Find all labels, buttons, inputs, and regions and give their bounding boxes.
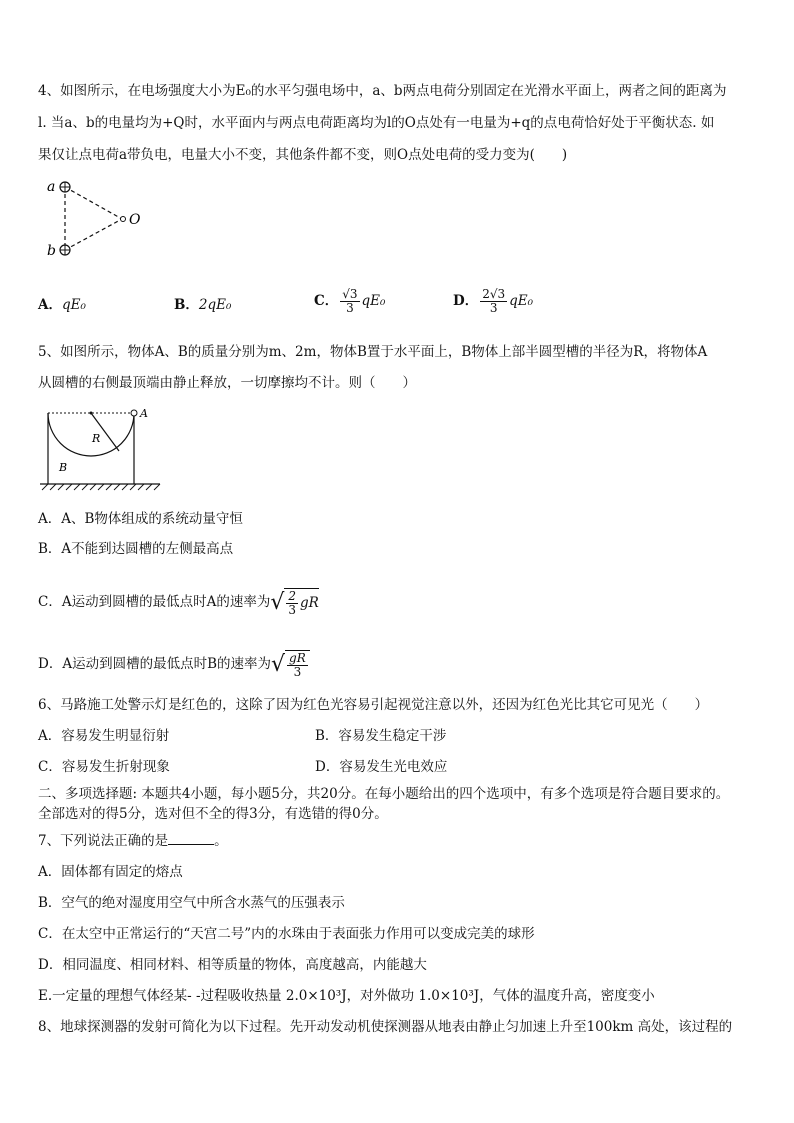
q7-option-d: D．相同温度、相同材料、相等质量的物体，高度越高，内能越大	[38, 957, 427, 973]
q6-option-b: B．容易发生稳定干涉	[315, 728, 447, 744]
q5-option-b: B．A不能到达圆槽的左侧最高点	[38, 541, 234, 557]
q5-fig-label-a: A	[140, 407, 148, 420]
q4-fig-label-a: a	[47, 179, 56, 195]
q5-figure	[36, 404, 166, 496]
q5-stem-line1: 5、如图所示，物体A、B的质量分别为m、2m，物体B置于水平面上，B物体上部半圆型槽的半径为R，将物体A	[38, 344, 708, 360]
q5-stem-line2: 从圆槽的右侧最顶端由静止释放，一切摩擦均不计。则（ ）	[38, 375, 416, 391]
q6-option-a: A．容易发生明显衍射	[38, 728, 170, 744]
q8-stem: 8、地球探测器的发射可简化为以下过程。先开动发动机使探测器从地表由静止匀加速上升至100km 高处，该过程的	[38, 1019, 733, 1035]
q4-fig-label-b: b	[47, 243, 56, 259]
section2-heading-line1: 二、多项选择题: 本题共4小题，每小题5分，共20分。在每小题给出的四个选项中，有多个选项是符合题目要求的。	[38, 786, 730, 802]
answer-blank	[168, 832, 214, 845]
q4-stem-line3: 果仅让点电荷a带负电，电量大小不变，其他条件都不变，则O点处电荷的受力变为( )	[38, 147, 568, 163]
sqrt-symbol: √	[271, 651, 286, 677]
q4-fig-label-o: O	[129, 212, 141, 228]
q6-option-c: C．容易发生折射现象	[38, 759, 170, 775]
q6-option-d: D．容易发生光电效应	[315, 759, 448, 775]
q7-option-a: A．固体都有固定的熔点	[38, 864, 183, 880]
q4-figure	[40, 174, 160, 264]
q4-stem-line2: l. 当a、b的电量均为+Q时，水平面内与两点电荷距离均为l的O点处有一电量为+q的点电荷恰好处于平衡状态. 如	[38, 115, 715, 131]
q7-option-e: E.一定量的理想气体经某- -过程吸收热量 2.0×10³J，对外做功 1.0×10³J，气体的温度升高，密度变小	[38, 988, 655, 1004]
q5-option-d: D．A运动到圆槽的最低点时B的速率为√ $\frac{gR}{3}$	[38, 650, 310, 679]
q7-option-b: B．空气的绝对湿度用空气中所含水蒸气的压强表示	[38, 895, 345, 911]
sqrt-symbol: √	[270, 589, 285, 615]
q4-stem-line1: 4、如图所示，在电场强度大小为E₀的水平匀强电场中，a、b两点电荷分别固定在光滑水平面上，两者之间的距离为	[38, 83, 727, 99]
q7-stem: 7、下列说法正确的是 。	[38, 833, 228, 849]
q7-option-c: C．在太空中正常运行的“天宫二号”内的水珠由于表面张力作用可以变成完美的球形	[38, 926, 535, 942]
q5-fig-label-r: R	[92, 432, 101, 445]
section2-heading-line2: 全部选对的得5分，选对但不全的得3分，有选错的得0分。	[38, 806, 388, 822]
q5-fig-label-b: B	[59, 461, 68, 474]
q6-stem: 6、马路施工处警示灯是红色的，这除了因为红色光容易引起视觉注意以外，还因为红色光比其它可见光（ ）	[38, 697, 709, 713]
q5-option-c: C．A运动到圆槽的最低点时A的速率为√ $\frac{2}{3}$ gR	[38, 589, 319, 617]
q5-option-a: A．A、B物体组成的系统动量守恒	[38, 511, 243, 527]
q4-option-c: C． $\frac{√3}{3}$ qE₀	[314, 287, 386, 315]
q4-option-b: B．2qE₀	[174, 297, 232, 313]
q4-option-a: A．qE₀	[38, 297, 86, 313]
q4-option-d: D． $\frac{2√3}{3}$ qE₀	[453, 287, 534, 315]
